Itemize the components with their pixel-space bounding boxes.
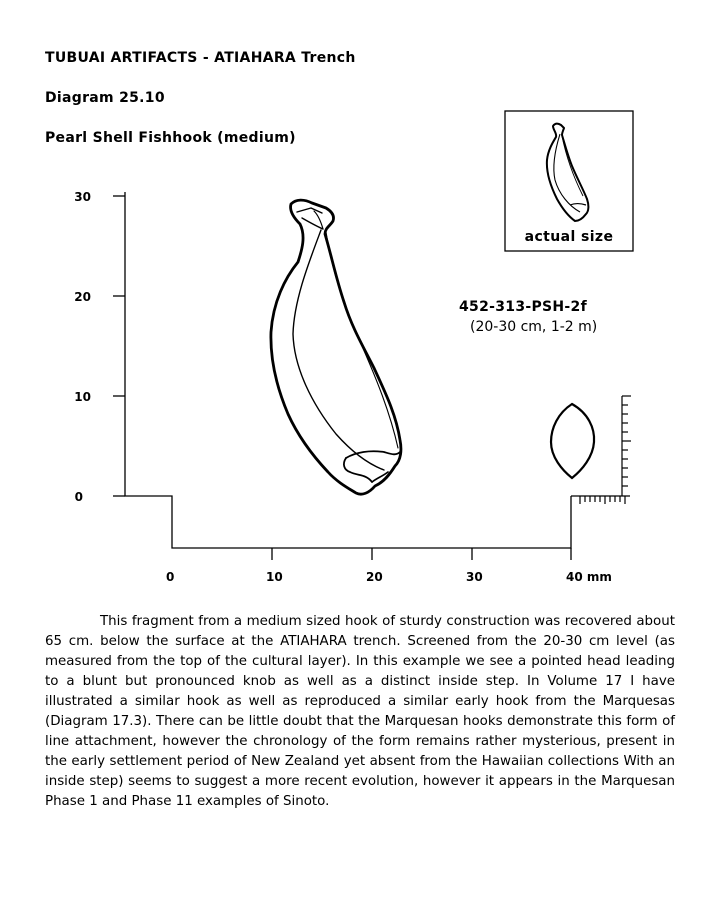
x-tick-label-40mm: 40 mm (566, 570, 612, 584)
y-axis-line (125, 192, 571, 548)
scale-bar (571, 396, 631, 504)
y-tick-label-0: 0 (74, 490, 83, 504)
artifact-subject: Pearl Shell Fishhook (medium) (45, 130, 296, 146)
y-tick-label-10: 10 (74, 390, 91, 404)
specimen-provenance: (20-30 cm, 1-2 m) (470, 319, 598, 335)
y-tick-label-20: 20 (74, 290, 91, 304)
fishhook-outline (271, 200, 401, 494)
x-tick-label-20: 20 (366, 570, 383, 584)
actual-size-label: actual size (524, 229, 614, 245)
x-tick-label-10: 10 (266, 570, 283, 584)
axis-frame (113, 192, 571, 560)
specimen-id: 452-313-PSH-2f (459, 299, 587, 315)
cross-section-outline (551, 404, 594, 478)
y-tick-label-30: 30 (74, 190, 91, 204)
page-title: TUBUAI ARTIFACTS - ATIAHARA Trench (45, 50, 356, 66)
x-tick-label-0: 0 (166, 570, 175, 584)
actual-size-fishhook (547, 124, 589, 221)
description-paragraph: This fragment from a medium sized hook of sturdy construction was recovered about 65 cm. below the surface at the ATIAHARA trench. Screened from the 20-30 cm level (as measured from the top of the cultural layer). In this example we see a pointed head leading to a blunt but pronounced knob as well as a distinct inside step. In Volume 17 I have illustrated a similar hook as well as reproduced a similar early hook from the Marquesas (Diagram 17.3). There can be little doubt that the Marquesan hooks demonstrate this form of line attachment, however the chronology of the form remains rather mysterious, present in the early settlement period of New Zealand yet absent from the Hawaiian collections With an inside step) seems to suggest a more recent evolution, however it appears in the Marquesan Phase 1 and Phase 11 examples of Sinoto. (45, 614, 675, 809)
diagram-number: Diagram 25.10 (45, 90, 165, 106)
x-tick-label-30: 30 (466, 570, 483, 584)
